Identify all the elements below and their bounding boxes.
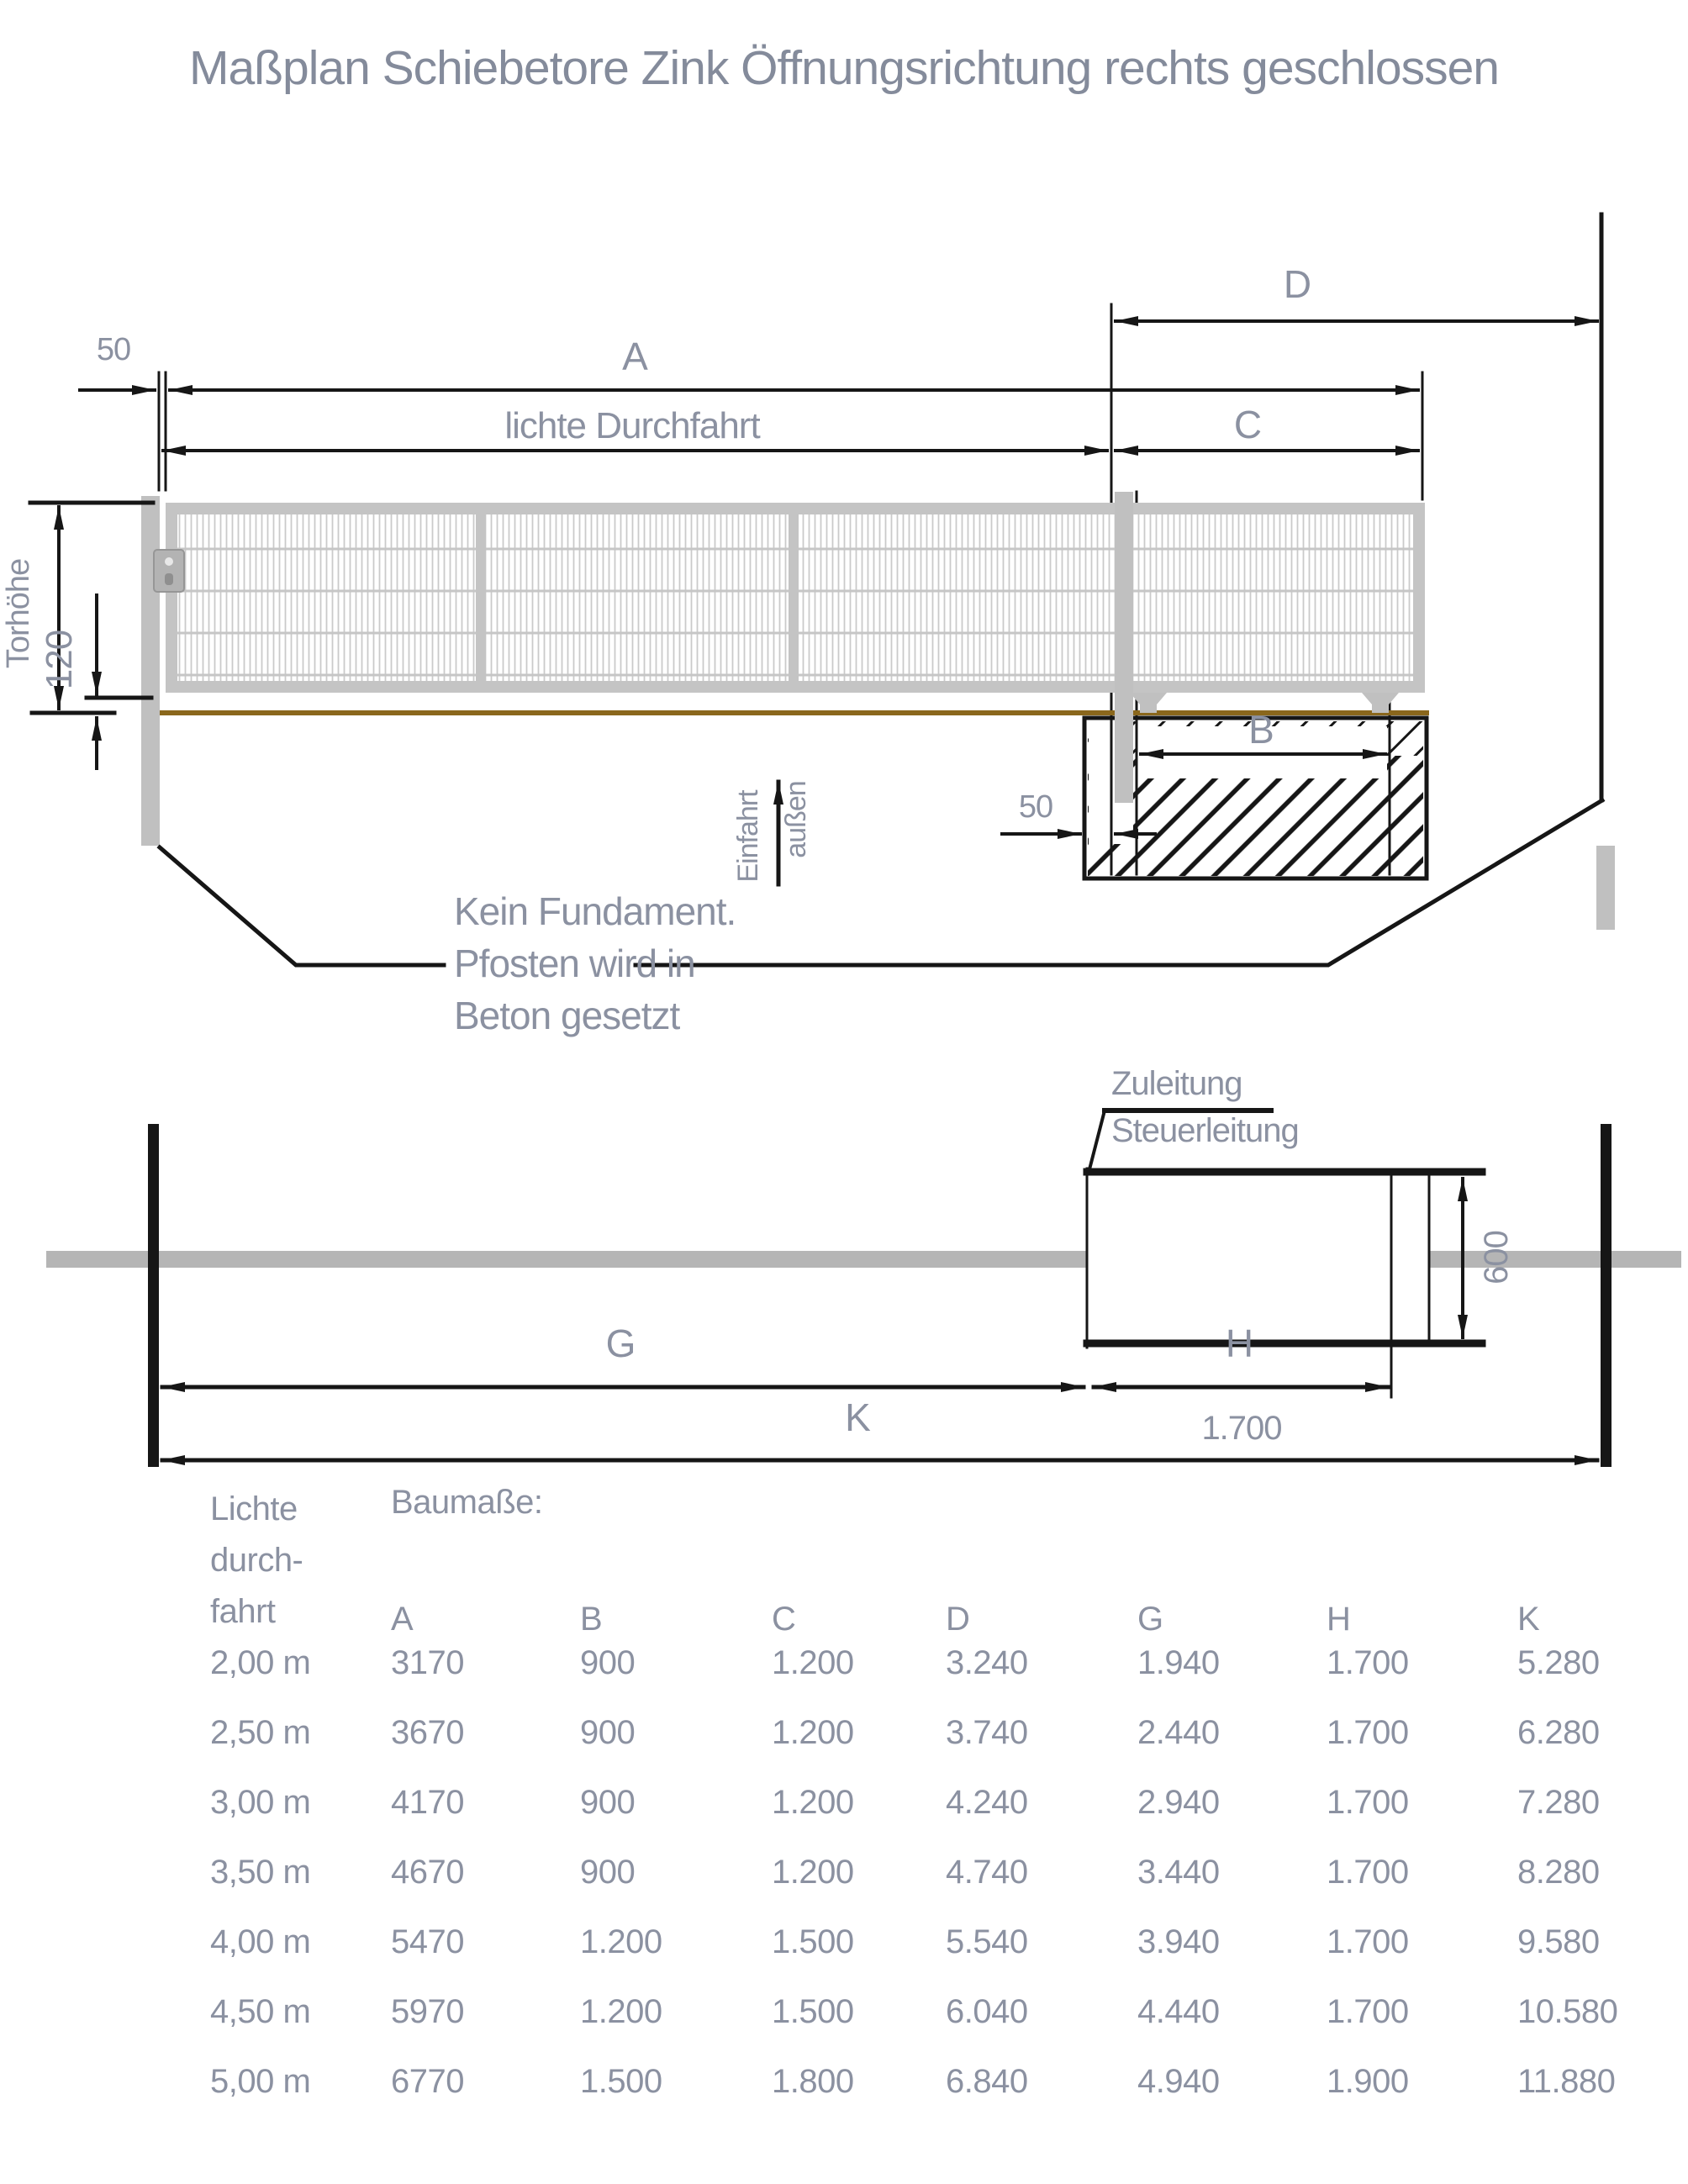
col-header-b: B bbox=[580, 1601, 603, 1638]
fence-band bbox=[46, 1251, 1681, 1268]
aussen-label: außen bbox=[780, 781, 812, 858]
note-line-2: Pfosten wird in bbox=[454, 942, 695, 985]
dim-label-120: 120 bbox=[39, 630, 80, 690]
dim-label-torhoehe: Torhöhe bbox=[1, 558, 36, 669]
col-header-g: G bbox=[1137, 1601, 1163, 1638]
note-line-1: Kein Fundament. bbox=[454, 889, 736, 933]
table-row: 3,50 m 4670 900 1.200 4.740 3.440 1.700 8.280 bbox=[210, 1854, 1600, 1891]
gate-lock bbox=[154, 550, 184, 592]
einfahrt-label: Einfahrt bbox=[732, 790, 764, 883]
row-header-label: Lichte durch- fahrt bbox=[210, 1490, 303, 1630]
dim-label-b: B bbox=[1248, 708, 1274, 752]
dim-label-1700: 1.700 bbox=[1201, 1410, 1282, 1447]
table-row: 3,00 m 4170 900 1.200 4.240 2.940 1.700 7.280 bbox=[210, 1784, 1600, 1821]
col-group-header: Baumaße: bbox=[391, 1484, 543, 1521]
table-row: 4,00 m 5470 1.200 1.500 5.540 3.940 1.700 9.580 bbox=[210, 1923, 1600, 1960]
gate-leaf bbox=[166, 503, 1425, 713]
col-header-d: D bbox=[946, 1601, 970, 1638]
middle-post bbox=[1115, 492, 1133, 803]
leader-left bbox=[160, 847, 444, 965]
left-post bbox=[141, 496, 160, 846]
table-row: 4,50 m 5970 1.200 1.500 6.040 4.440 1.700 10.580 bbox=[210, 1993, 1618, 2030]
table-row: 5,00 m 6770 1.500 1.800 6.840 4.940 1.900 11.880 bbox=[210, 2063, 1616, 2100]
plan-left-post bbox=[148, 1124, 159, 1467]
col-header-h: H bbox=[1327, 1601, 1351, 1638]
zuleitung-leader bbox=[1089, 1110, 1105, 1169]
dim-label-50-top: 50 bbox=[96, 332, 131, 367]
dim-label-600: 600 bbox=[1478, 1231, 1515, 1285]
dim-label-g: G bbox=[605, 1321, 636, 1365]
dim-label-k: K bbox=[845, 1395, 870, 1439]
dim-label-lichte-durchfahrt: lichte Durchfahrt bbox=[504, 405, 760, 446]
dimensions-table bbox=[210, 1484, 1656, 2117]
dim-label-d: D bbox=[1283, 262, 1311, 306]
plan-foundation bbox=[1087, 1168, 1482, 1397]
col-header-k: K bbox=[1517, 1601, 1540, 1638]
col-header-a: A bbox=[391, 1601, 414, 1638]
table-row: 2,50 m 3670 900 1.200 3.740 2.440 1.700 6.280 bbox=[210, 1714, 1600, 1751]
dim-label-a: A bbox=[622, 335, 647, 378]
plan-right-post bbox=[1601, 1124, 1612, 1467]
side-view bbox=[1, 214, 1615, 1037]
col-header-c: C bbox=[772, 1601, 796, 1638]
dim-label-h: H bbox=[1225, 1321, 1253, 1365]
zuleitung-label: Zuleitung bbox=[1111, 1065, 1242, 1102]
right-catch-post bbox=[1596, 846, 1615, 930]
plan-view bbox=[46, 1065, 1681, 1467]
note-line-3: Beton gesetzt bbox=[454, 994, 680, 1037]
table-row: 2,00 m 3170 900 1.200 3.240 1.940 1.700 5.280 bbox=[210, 1644, 1600, 1681]
dim-label-50-bottom: 50 bbox=[1018, 789, 1053, 825]
table-header bbox=[210, 1484, 1656, 1638]
dim-label-c: C bbox=[1233, 403, 1262, 446]
page-title: Maßplan Schiebetore Zink Öffnungsrichtung rechts geschlossen bbox=[189, 41, 1499, 95]
steuerleitung-label: Steuerleitung bbox=[1111, 1112, 1299, 1149]
gate-roller-right bbox=[1362, 693, 1399, 713]
